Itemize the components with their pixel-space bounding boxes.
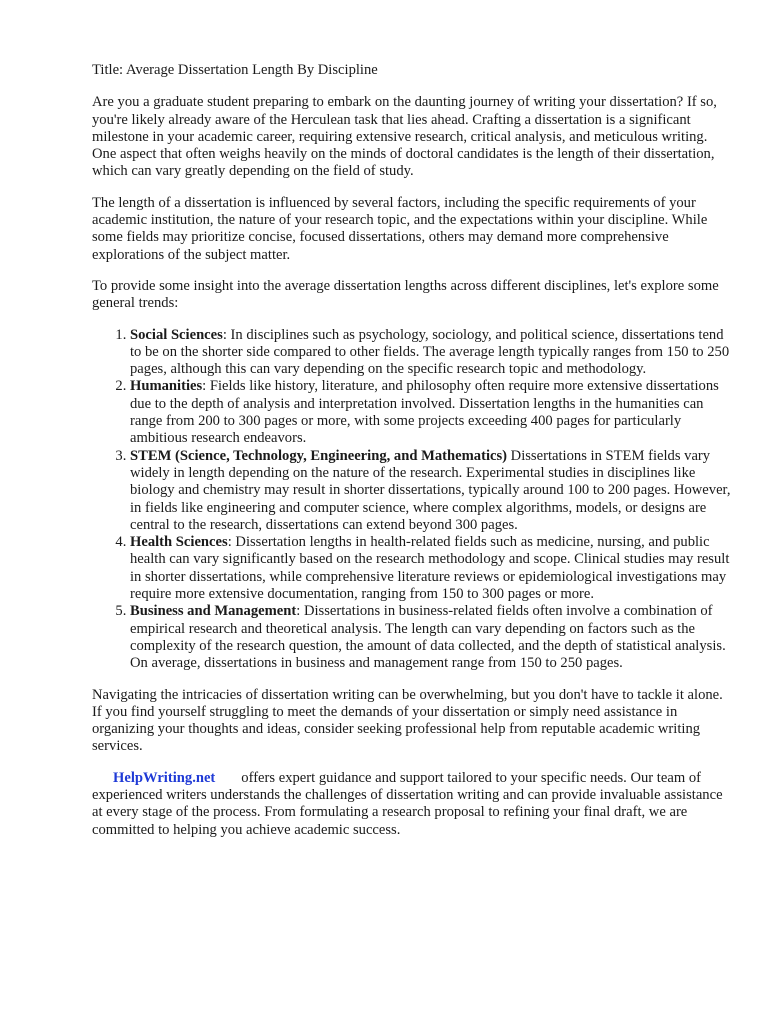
discipline-list: [92, 327, 732, 673]
list-item: [130, 378, 732, 447]
discipline-separator: :: [296, 603, 301, 620]
intro-paragraph-2: The length of a dissertation is influenced by several factors, including the specific requirements of your academic institution, the nature of your research topic, and the expectations within your discipline. While some fields may prioritize concise, focused dissertations, others may demand more comprehensive explorations of the subject matter.: [92, 194, 708, 263]
discipline-separator: :: [227, 534, 232, 551]
closing-text: offers expert guidance and support tailored to your specific needs. Our team of experienced writers understands the challenges of dissertation writing and can provide invaluable assistance at every stage of the process. From formulating a research proposal to refining your final draft, we are committed to helping you achieve academic success.: [92, 769, 723, 838]
closing-paragraph: [92, 770, 732, 839]
discipline-term: Social Sciences: [130, 326, 223, 343]
intro-paragraph-1: Are you a graduate student preparing to embark on the daunting journey of writing your dissertation? If so, you're likely already aware of the Herculean task that lies ahead. Crafting a dissertation is a significant milestone in your academic career, requiring extensive research, critical analysis, and meticulous writing. One aspect that often weighs heavily on the minds of doctoral candidates is the length of their dissertation, which can vary greatly depending on the field of study.: [92, 94, 717, 180]
discipline-term: Health Sciences: [130, 534, 228, 551]
document-title: Title: Average Dissertation Length By Discipline: [92, 62, 378, 78]
discipline-term: STEM (Science, Technology, Engineering, and Mathematics): [130, 447, 508, 464]
document-page: [92, 62, 732, 853]
discipline-text: Dissertations in business-related fields often involve a combination of empirical research and theoretical analysis. The length can vary depending on factors such as the complexity of the research question, the amount of data collected, and the depth of statistical analysis. On average, dissertations in business and management range from 150 to 250 pages.: [130, 603, 726, 672]
discipline-text: In disciplines such as psychology, sociology, and political science, dissertations tend to be on the shorter side compared to other fields. The average length typically ranges from 150 to 250 pages, although this can vary depending on the specific research topic and methodology.: [130, 326, 730, 378]
discipline-term: Humanities: [130, 378, 203, 395]
discipline-text: Dissertation lengths in health-related fields such as medicine, nursing, and public health can vary significantly based on the research methodology and scope. Clinical studies may result in shorter dissertations, while comprehensive literature reviews or epidemiological investigations may require more extensive documentation, ranging from 150 to 300 pages or more.: [130, 534, 730, 603]
list-item: [130, 603, 732, 672]
help-paragraph: Navigating the intricacies of dissertation writing can be overwhelming, but you don't have to tackle it alone. If you find yourself struggling to meet the demands of your dissertation or simply need assistance in organizing your thoughts and ideas, consider seeking professional help from reputable academic writing services.: [92, 686, 723, 755]
intro-paragraph-3: To provide some insight into the average dissertation lengths across different disciplines, let's explore some general trends:: [92, 277, 719, 312]
discipline-separator: :: [202, 378, 207, 395]
discipline-text: Fields like history, literature, and philosophy often require more extensive dissertations due to the depth of analysis and interpretation involved. Dissertation lengths in the humanities can range from 200 to 300 pages or more, with some projects exceeding 400 pages for particularly ambitious research endeavors.: [130, 378, 719, 447]
helpwriting-link[interactable]: HelpWriting.net: [113, 769, 216, 786]
discipline-text: Dissertations in STEM fields vary widely in length depending on the nature of the research. Experimental studies in disciplines like biology and chemistry may result in shorter dissertations, typically around 100 to 200 pages. However, in fields like engineering and computer science, where complex algorithms, models, or designs are central to the research, dissertations can extend beyond 300 pages.: [130, 447, 731, 533]
discipline-term: Business and Management: [130, 603, 297, 620]
list-item: [130, 327, 732, 379]
list-item: [130, 448, 732, 534]
list-item: [130, 534, 732, 603]
discipline-separator: :: [222, 326, 227, 343]
